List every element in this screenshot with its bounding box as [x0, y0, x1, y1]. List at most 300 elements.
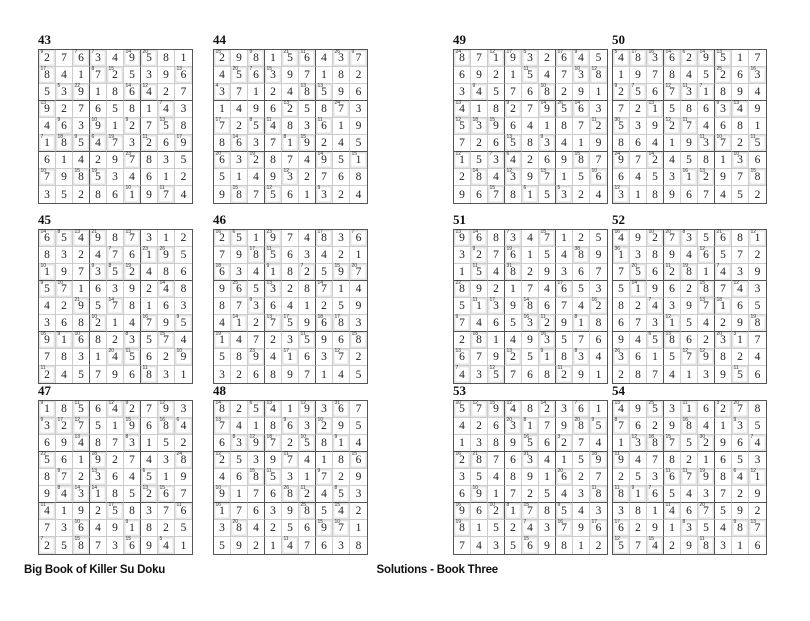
grid-cell: [522, 332, 539, 349]
cell-digit: 9: [544, 539, 550, 552]
cell-digit: 8: [304, 505, 310, 517]
grid-cell: [732, 67, 749, 84]
cell-digit: 8: [304, 283, 310, 295]
cell-digit: 6: [270, 103, 276, 115]
cage-sum: 20: [232, 519, 239, 525]
cell-digit: 3: [338, 232, 344, 244]
cell-digit: 1: [652, 103, 658, 115]
grid-cell: [681, 230, 698, 247]
cell-digit: 1: [180, 52, 187, 64]
cage-sum: 11: [472, 263, 478, 269]
cell-digit: 3: [219, 368, 225, 381]
grid-cell: [613, 264, 630, 281]
cell-digit: 5: [669, 488, 675, 500]
grid-cell: [573, 366, 590, 383]
grid-cell: [522, 101, 539, 118]
cell-digit: 9: [669, 249, 675, 261]
cell-digit: 8: [652, 188, 658, 201]
grid-cell: [732, 469, 749, 486]
grid-cell: [522, 84, 539, 101]
grid-cell: [141, 537, 158, 554]
grid-cell: [505, 418, 522, 435]
grid-cell: [522, 452, 539, 469]
cage-sum: 15: [489, 117, 496, 123]
grid-cell: [590, 349, 607, 366]
grid-cell: [350, 452, 367, 469]
cage-sum: 11: [665, 263, 671, 269]
grid-cell: [539, 281, 556, 298]
cage-sum: 9: [574, 49, 578, 55]
cage-sum: 11: [40, 502, 46, 508]
grid-cell: [282, 281, 299, 298]
grid-cell: [732, 435, 749, 452]
grid-cell: [56, 520, 73, 537]
grid-cell: [505, 247, 522, 264]
cell-digit: 6: [544, 437, 550, 449]
grid-cell: [316, 537, 333, 554]
cell-digit: 8: [561, 120, 567, 132]
puzzle-number: 47: [38, 383, 51, 398]
cell-digit: 4: [595, 188, 602, 201]
cell-digit: 4: [493, 266, 499, 278]
grid-cell: [175, 332, 192, 349]
cell-digit: 8: [544, 86, 550, 98]
grid-cell: [175, 118, 192, 135]
cage-sum: 12: [506, 400, 513, 406]
cell-digit: 7: [304, 368, 310, 381]
cell-digit: 8: [180, 454, 187, 466]
cell-digit: 5: [95, 300, 101, 312]
cell-digit: 1: [510, 505, 516, 517]
grid-cell: [539, 503, 556, 520]
cage-sum: 12: [699, 246, 706, 252]
grid-cell: [299, 135, 316, 152]
cage-sum: 17: [283, 348, 290, 354]
grid-cell: [107, 366, 124, 383]
cell-digit: 6: [180, 505, 187, 517]
cell-digit: 3: [595, 103, 602, 115]
grid-cell: [56, 230, 73, 247]
cell-digit: 2: [129, 120, 135, 132]
grid-cell: [282, 349, 299, 366]
grid-cell: [107, 298, 124, 315]
cell-digit: 3: [270, 283, 276, 295]
cage-sum: 12: [489, 49, 496, 55]
grid-cell: [573, 152, 590, 169]
grid-cell: [630, 169, 647, 186]
grid-cell: [265, 503, 282, 520]
grid-cell: [505, 264, 522, 281]
grid-cell: [539, 118, 556, 135]
cell-digit: 9: [163, 317, 169, 329]
cell-digit: 3: [304, 249, 310, 261]
cell-digit: 6: [61, 317, 67, 329]
grid-cell: [681, 486, 698, 503]
grid-cell: [333, 135, 350, 152]
cell-digit: 6: [618, 522, 624, 534]
cell-digit: 4: [338, 368, 344, 381]
cell-digit: 1: [78, 283, 84, 295]
cell-digit: 9: [703, 351, 709, 363]
cell-digit: 8: [476, 334, 482, 346]
cell-digit: 1: [338, 120, 344, 132]
grid-cell: [573, 486, 590, 503]
cell-digit: 8: [459, 52, 465, 64]
grid-cell: [141, 332, 158, 349]
grid-cell: [573, 264, 590, 281]
grid-cell: [539, 332, 556, 349]
cell-digit: 9: [180, 351, 187, 363]
cage-sum: 5: [614, 49, 618, 55]
cell-digit: 4: [129, 171, 135, 183]
cell-digit: 5: [304, 437, 310, 449]
cell-digit: 9: [44, 103, 50, 115]
cell-digit: 5: [720, 505, 726, 517]
cage-sum: 9: [57, 468, 61, 474]
cell-digit: 9: [236, 539, 242, 552]
grid-cell: [613, 84, 630, 101]
cell-digit: 6: [163, 300, 169, 312]
grid-cell: [158, 186, 175, 203]
cell-digit: 5: [754, 420, 761, 432]
grid-cell: [175, 452, 192, 469]
grid-cell: [350, 247, 367, 264]
cell-digit: 6: [737, 437, 743, 449]
grid-cell: [505, 349, 522, 366]
grid-cell: [698, 50, 715, 67]
grid-cell: [647, 418, 664, 435]
cell-digit: 4: [737, 103, 743, 115]
grid-cell: [231, 169, 248, 186]
cell-digit: 9: [129, 420, 135, 432]
grid-cell: [573, 520, 590, 537]
cell-digit: 8: [737, 120, 743, 132]
cell-digit: 7: [270, 317, 276, 329]
cell-digit: 4: [270, 120, 276, 132]
grid-cell: [505, 486, 522, 503]
cell-digit: 7: [95, 368, 101, 381]
cell-digit: 1: [527, 188, 533, 201]
cell-digit: 6: [635, 351, 641, 363]
cell-digit: 6: [95, 283, 101, 295]
cell-digit: 7: [595, 266, 602, 278]
cage-sum: 11: [699, 536, 705, 542]
cell-digit: 1: [146, 249, 152, 261]
grid-cell: [231, 401, 248, 418]
cage-sum: 6: [506, 151, 510, 157]
cage-sum: 13: [91, 468, 98, 474]
cell-digit: 8: [652, 249, 658, 261]
grid-cell: [350, 50, 367, 67]
grid-cell: [316, 366, 333, 383]
grid-cell: [539, 315, 556, 332]
cell-digit: 9: [476, 69, 482, 81]
cell-digit: 4: [510, 334, 516, 346]
cage-sum: 11: [159, 185, 165, 191]
cell-digit: 3: [44, 188, 50, 201]
grid-cell: [56, 152, 73, 169]
cell-digit: 8: [737, 522, 743, 534]
grid-cell: [265, 349, 282, 366]
cage-sum: 17: [489, 297, 496, 303]
cell-digit: 4: [476, 317, 482, 329]
cell-digit: 6: [652, 266, 658, 278]
grid-cell: [299, 50, 316, 67]
cell-digit: 8: [510, 188, 516, 201]
cage-sum: 16: [557, 519, 564, 525]
cell-digit: 5: [544, 188, 550, 201]
cage-sum: 7: [455, 365, 459, 371]
cell-digit: 5: [459, 300, 465, 312]
grid-cell: [350, 186, 367, 203]
cell-digit: 7: [287, 232, 293, 244]
cell-digit: 1: [703, 86, 709, 98]
cell-digit: 1: [338, 437, 344, 449]
cell-digit: 9: [236, 249, 242, 261]
cage-sum: 18: [648, 434, 655, 440]
puzzle-number: 49: [453, 32, 466, 47]
grid-cell: [454, 435, 471, 452]
cell-digit: 8: [321, 103, 327, 115]
cage-sum: 21: [74, 297, 81, 303]
cage-sum: 11: [682, 117, 688, 123]
grid-cell: [158, 435, 175, 452]
cage-sum: 12: [489, 365, 496, 371]
grid-cell: [471, 169, 488, 186]
cell-digit: 7: [652, 368, 658, 381]
grid-cell: [681, 366, 698, 383]
cell-digit: 5: [129, 351, 135, 363]
grid-cell: [299, 169, 316, 186]
grid-cell: [107, 435, 124, 452]
grid-cell: [505, 401, 522, 418]
cage-sum: 11: [283, 536, 289, 542]
cell-digit: 7: [754, 334, 761, 346]
cell-digit: 4: [459, 420, 465, 432]
cage-sum: 11: [540, 314, 546, 320]
grid-cell: [732, 418, 749, 435]
grid-cell: [90, 264, 107, 281]
cell-digit: 7: [180, 488, 187, 500]
grid-cell: [454, 315, 471, 332]
grid-cell: [630, 452, 647, 469]
grid-cell: [630, 84, 647, 101]
grid-cell: [698, 135, 715, 152]
cage-sum: 15: [648, 536, 655, 542]
cage-sum: 8: [125, 331, 129, 337]
cell-digit: 3: [44, 420, 50, 432]
cage-sum: 11: [750, 134, 756, 140]
cage-sum: 12: [750, 468, 757, 474]
grid-cell: [732, 169, 749, 186]
cell-digit: 5: [129, 488, 135, 500]
grid-cell: [732, 366, 749, 383]
grid-cell: [265, 152, 282, 169]
grid-cell: [124, 469, 141, 486]
cell-digit: 7: [253, 188, 259, 201]
grid-cell: [556, 332, 573, 349]
cell-digit: 3: [703, 368, 709, 381]
grid-cell: [573, 247, 590, 264]
cell-digit: 6: [129, 368, 135, 381]
cell-digit: 6: [146, 420, 152, 432]
grid-cell: [175, 186, 192, 203]
grid-cell: [299, 264, 316, 281]
grid-cell: [715, 435, 732, 452]
grid-cell: [107, 332, 124, 349]
grid-cell: [732, 486, 749, 503]
grid-cell: [141, 67, 158, 84]
cell-digit: 4: [321, 52, 327, 64]
cell-digit: 9: [321, 154, 327, 166]
grid-cell: [175, 349, 192, 366]
grid-cell: [454, 298, 471, 315]
puzzle-number: 51: [453, 212, 466, 227]
grid-cell: [90, 452, 107, 469]
cage-sum: 19: [682, 263, 689, 269]
cage-sum: 10: [317, 417, 324, 423]
grid-cell: [505, 84, 522, 101]
cell-digit: 7: [304, 539, 310, 552]
cell-digit: 2: [129, 266, 135, 278]
cell-digit: 3: [561, 266, 567, 278]
grid-cell: [488, 118, 505, 135]
cell-digit: 4: [338, 505, 344, 517]
grid-cell: [488, 503, 505, 520]
cell-digit: 9: [527, 471, 533, 483]
cell-digit: 2: [95, 154, 101, 166]
grid-cell: [664, 281, 681, 298]
cell-digit: 8: [163, 52, 169, 64]
cell-digit: 9: [112, 154, 118, 166]
grid-cell: [590, 135, 607, 152]
cell-digit: 8: [321, 437, 327, 449]
grid-cell: [39, 264, 56, 281]
grid-cell: [158, 230, 175, 247]
cell-digit: 4: [355, 437, 362, 449]
cell-digit: 7: [61, 52, 67, 64]
cell-digit: 9: [578, 368, 584, 381]
cell-digit: 6: [304, 52, 310, 64]
grid-cell: [522, 67, 539, 84]
grid-cell: [265, 418, 282, 435]
grid-cell: [732, 298, 749, 315]
grid-cell: [664, 537, 681, 554]
cell-digit: 9: [129, 52, 135, 64]
grid-cell: [282, 366, 299, 383]
grid-cell: [590, 452, 607, 469]
grid-cell: [73, 230, 90, 247]
grid-cell: [454, 247, 471, 264]
grid-cell: [556, 152, 573, 169]
grid-cell: [265, 101, 282, 118]
cell-digit: 5: [163, 437, 169, 449]
grid-cell: [613, 101, 630, 118]
cage-sum: 9: [249, 297, 253, 303]
cage-sum: 15: [159, 331, 166, 337]
grid-cell: [647, 452, 664, 469]
cell-digit: 7: [287, 154, 293, 166]
cage-sum: 14: [540, 400, 547, 406]
grid-cell: [56, 315, 73, 332]
grid-cell: [715, 366, 732, 383]
grid-cell: [107, 315, 124, 332]
cell-digit: 9: [595, 249, 602, 261]
grid-cell: [471, 537, 488, 554]
grid-cell: [556, 247, 573, 264]
cage-sum: 12: [142, 83, 149, 89]
grid-cell: [454, 401, 471, 418]
grid-cell: [471, 101, 488, 118]
cage-sum: 10: [574, 66, 581, 72]
cage-sum: 7: [91, 49, 95, 55]
grid-cell: [539, 520, 556, 537]
cell-digit: 6: [561, 283, 567, 295]
cell-digit: 4: [686, 249, 692, 261]
cell-digit: 4: [686, 488, 692, 500]
cell-digit: 2: [493, 69, 499, 81]
grid-cell: [265, 486, 282, 503]
cage-sum: 8: [523, 417, 527, 423]
grid-cell: [175, 469, 192, 486]
cell-digit: 4: [720, 522, 726, 534]
cell-digit: 7: [578, 437, 584, 449]
cell-digit: 8: [686, 266, 692, 278]
cage-sum: 13: [300, 83, 307, 89]
grid-cell: [299, 84, 316, 101]
cell-digit: 6: [321, 120, 327, 132]
grid-cell: [749, 247, 766, 264]
grid-cell: [73, 152, 90, 169]
cell-digit: 7: [720, 488, 726, 500]
grid-cell: [732, 152, 749, 169]
cell-digit: 8: [180, 283, 187, 295]
cell-digit: 2: [355, 69, 362, 81]
cell-digit: 6: [652, 86, 658, 98]
grid-cell: [749, 486, 766, 503]
cage-sum: 9: [266, 263, 270, 269]
cell-digit: 8: [510, 266, 516, 278]
grid-cell: [214, 486, 231, 503]
cell-digit: 6: [253, 368, 259, 381]
grid-cell: [265, 332, 282, 349]
cell-digit: 4: [527, 522, 533, 534]
grid-cell: [698, 247, 715, 264]
cage-sum: 11: [300, 331, 306, 337]
grid-cell: [175, 281, 192, 298]
cell-digit: 5: [253, 120, 259, 132]
cage-sum: 14: [74, 485, 81, 491]
cage-sum: 9: [40, 417, 44, 423]
cell-digit: 9: [754, 266, 761, 278]
grid-cell: [630, 315, 647, 332]
cell-digit: 8: [355, 171, 362, 183]
grid-cell: [90, 247, 107, 264]
grid-cell: [299, 186, 316, 203]
grid-cell: [299, 247, 316, 264]
cell-digit: 8: [720, 471, 726, 483]
cell-digit: 9: [95, 454, 101, 466]
grid-cell: [613, 186, 630, 203]
cell-digit: 6: [720, 120, 726, 132]
grid-cell: [715, 520, 732, 537]
cell-digit: 9: [544, 103, 550, 115]
cage-sum: 15: [334, 502, 341, 508]
cell-digit: 2: [578, 471, 584, 483]
cell-digit: 9: [493, 403, 499, 415]
cell-digit: 6: [304, 522, 310, 534]
cell-digit: 3: [321, 351, 327, 363]
